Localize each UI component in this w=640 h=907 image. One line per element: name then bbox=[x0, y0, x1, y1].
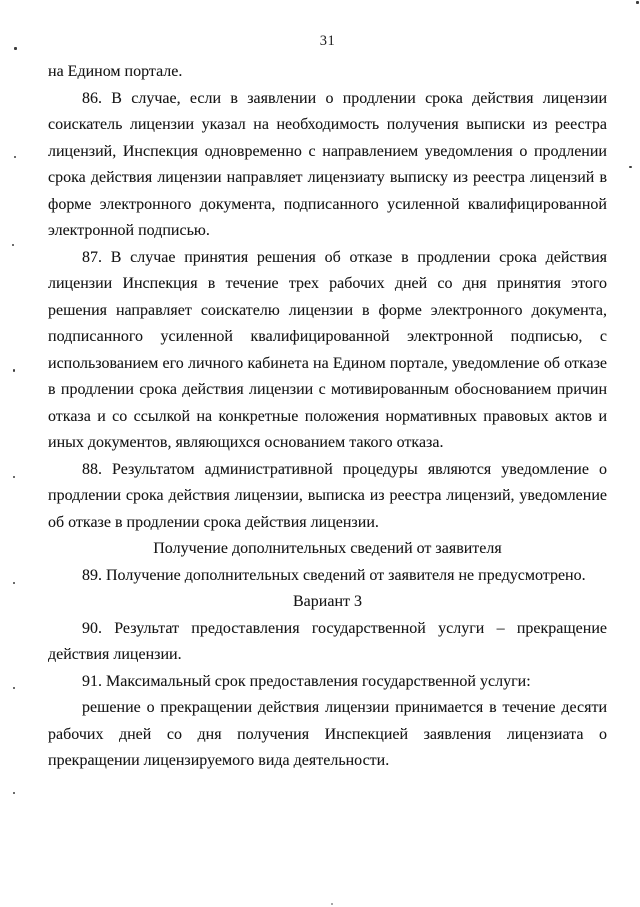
scan-speck bbox=[12, 244, 14, 246]
paragraph-91-detail: решение о прекращении действия лицензии принимается в течение десяти рабочих дней со дня получения Инспекцией заявления лицензиата о прекращении лицензируемого вида деятельности. bbox=[48, 699, 607, 769]
scan-speck bbox=[14, 156, 16, 158]
scan-speck bbox=[13, 582, 15, 584]
page-number: 31 bbox=[319, 33, 336, 49]
section-heading-additional-info: Получение дополнительных сведений от заявителя bbox=[153, 540, 502, 557]
scan-speck bbox=[331, 903, 333, 905]
paragraph-88: 88. Результатом административной процедуры являются уведомление о продлении срока действия лицензии, выписка из реестра лицензий, уведомление об отказе в продлении срока действия лицензии. bbox=[48, 460, 607, 531]
scan-speck bbox=[13, 792, 15, 794]
paragraph-87: 87. В случае принятия решения об отказе в продлении срока действия лицензии Инспекция в течение трех рабочих дней со дня принятия этого решения направляет соискателю лицензии в форме электронного документа, подписанного усиленной квалифицированной электронной подписью, с использованием его личного кабинета на Едином портале, уведомление об отказе в продлении срока действия лицензии с мотивированным обоснованием причин отказа и со ссылкой на конкретные положения нормативных правовых актов и иных документов, являющихся основанием такого отказа. bbox=[48, 248, 607, 451]
page-content bbox=[48, 59, 607, 775]
paragraph-86: 86. В случае, если в заявлении о продлении срока действия лицензии соискатель лицензии указал на необходимость получения выписки из реестра лицензий, Инспекция одновременно с направлением уведомления о продлении срока действия лицензии направляет лицензиату выписку из реестра лицензий в форме электронного документа, подписанного усиленной квалифицированной электронной подписью. bbox=[48, 89, 607, 239]
scan-speck bbox=[13, 476, 15, 478]
paragraph-90: 90. Результат предоставления государственной услуги – прекращение действия лицензии. bbox=[48, 619, 607, 663]
paragraph-continuation: на Едином портале. bbox=[48, 63, 183, 80]
scan-speck bbox=[13, 687, 15, 689]
paragraph-89: 89. Получение дополнительных сведений от заявителя не предусмотрено. bbox=[82, 566, 586, 584]
paragraph-91: 91. Максимальный срок предоставления государственной услуги: bbox=[82, 672, 531, 690]
scan-speck bbox=[629, 166, 632, 168]
scan-speck bbox=[13, 369, 15, 372]
scan-speck bbox=[636, 1, 639, 4]
scan-speck bbox=[14, 47, 17, 50]
section-heading-variant-3: Вариант 3 bbox=[293, 593, 362, 610]
